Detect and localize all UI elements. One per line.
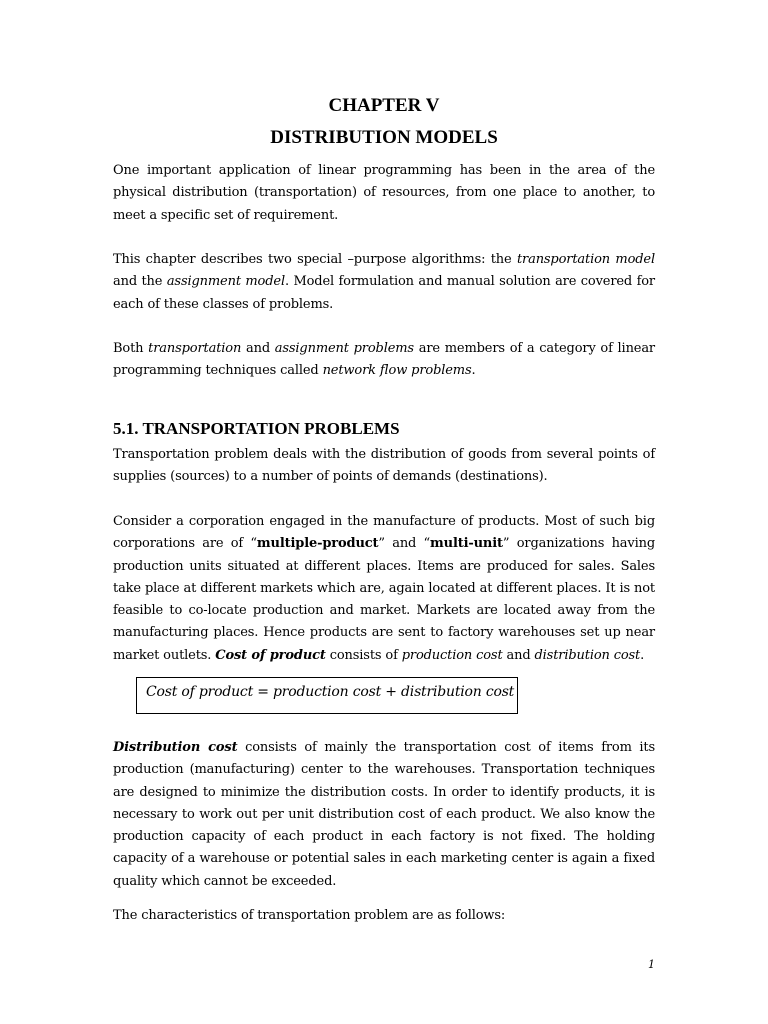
text-run: Consider a corporation engaged in the manufacture of products. Most of such big corporations are of “ bbox=[113, 514, 655, 552]
intro-paragraph-1 bbox=[113, 160, 655, 227]
term-multiple-product: multiple-product bbox=[256, 536, 379, 552]
text-run: . Model formulation and manual solution are covered for each of these classes of problems. bbox=[113, 274, 656, 312]
section-p1-text: Transportation problem deals with the distribution of goods from several points of supplies (sources) to a number of points of demands (destinations). bbox=[113, 447, 655, 485]
section-paragraph-1 bbox=[113, 444, 655, 489]
text-run: . bbox=[471, 363, 476, 379]
term-multi-unit: multi-unit bbox=[430, 536, 503, 552]
formula-box bbox=[136, 677, 518, 714]
text-run: ” organizations having production units situated at different places. Items are produced for sales. Sales take place at different markets which are, again located at different places. It is not feasible to co-locate production and market. Markets are located away from the manufacturing places. Hence products are sent to factory warehouses set up near market outlets. bbox=[113, 536, 655, 663]
section-paragraph-2 bbox=[113, 511, 655, 667]
term-network-flow-problems: network flow problems bbox=[322, 363, 472, 379]
section-p4-text: The characteristics of transportation problem are as follows: bbox=[113, 908, 506, 923]
text-run: ” and “ bbox=[378, 536, 431, 552]
term-production-cost: production cost bbox=[401, 647, 503, 663]
section-paragraph-4 bbox=[113, 905, 655, 927]
intro-p1-text: One important application of linear programming has been in the area of the physical distribution (transportation) of resources, from one place to another, to meet a specific set of requirement. bbox=[113, 163, 655, 223]
chapter-heading bbox=[0, 90, 768, 154]
term-transportation-model: transportation model bbox=[516, 252, 655, 267]
text-run: . bbox=[640, 647, 645, 663]
section-title: 5.1. TRANSPORTATION PROBLEMS bbox=[113, 419, 400, 438]
intro-paragraph-3 bbox=[113, 338, 655, 383]
term-distribution-cost-lead: Distribution cost bbox=[113, 740, 238, 755]
page-number: 1 bbox=[648, 958, 655, 971]
text-run: and bbox=[241, 341, 275, 356]
intro-paragraph-2 bbox=[113, 249, 655, 316]
term-cost-of-product: Cost of product bbox=[215, 647, 326, 663]
text-run: and bbox=[502, 647, 535, 663]
chapter-number: CHAPTER V bbox=[328, 95, 440, 116]
term-assignment-problems: assignment problems bbox=[274, 341, 414, 356]
text-run: consists of bbox=[325, 647, 402, 663]
chapter-title: DISTRIBUTION MODELS bbox=[270, 127, 498, 148]
formula-text: Cost of product = production cost + distribution cost bbox=[146, 684, 515, 700]
term-transportation: transportation bbox=[148, 341, 242, 356]
term-assignment-model: assignment model bbox=[166, 274, 285, 290]
text-run: and the bbox=[113, 274, 167, 290]
text-run: This chapter describes two special –purpose algorithms: the bbox=[113, 252, 517, 267]
term-distribution-cost: distribution cost bbox=[534, 647, 641, 663]
section-paragraph-3 bbox=[113, 737, 655, 893]
text-run: Both bbox=[113, 341, 149, 356]
text-run: consists of mainly the transportation cost of items from its production (manufacturing) center to the warehouses. Transportation techniques are designed to minimize the distribution costs. In order to identify products, it is necessary to work out per unit distribution cost of each product. We also know the production capacity of each product in each factory is not fixed. The holding capacity of a warehouse or potential sales in each marketing center is again a fixed quality which cannot be exceeded. bbox=[113, 740, 655, 889]
text-run: are members of a category of linear programming techniques called bbox=[113, 341, 655, 379]
